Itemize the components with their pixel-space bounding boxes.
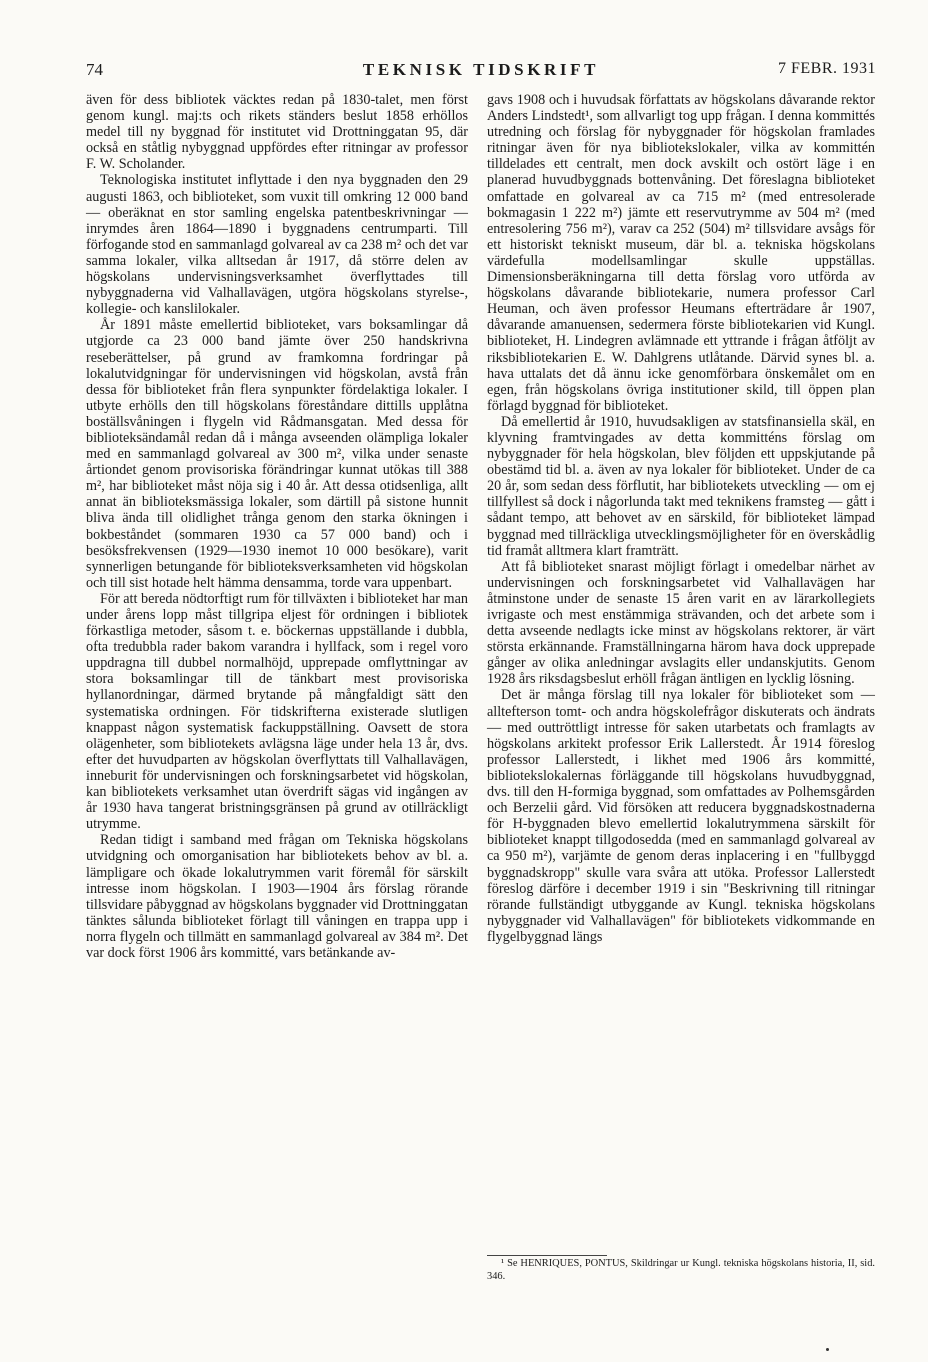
print-speck: [826, 1348, 829, 1351]
running-header: [86, 60, 876, 84]
page-number: 74: [86, 60, 103, 79]
paragraph: Teknologiska institutet inflyttade i den nya byggnaden den 29 augusti 1863, och biblioteket, som vuxit till omkring 12 000 band — oberäknat en stor samling engelska patentbeskrivningar — inrymdes åren 1864—1890 i byggnadens centrumparti. Till förfogande stod en sammanlagd golvareal av ca 238 m² och det var samma lokaler, vilka alltsedan år 1917, då större delen av högskolans undervisningsverksamhet överflyttades till nybyggnaderna vid Valhallavägen, utgöra högskolans styrelse-, kollegie- och kanslilokaler.: [86, 172, 468, 318]
paragraph: Redan tidigt i samband med frågan om Tekniska högskolans utvidgning och omorganisation har bibliotekets behov av bl. a. lämpligare och ökade lokalutrymmen varit föremål för särskilt intresse inom högskolan. I 1903—1904 års förslag rörande tillsvidare påbyggnad av högskolans byggnader vid Drottninggatan tänktes sålunda biblioteket förlagt till våningen en trappa upp i norra flygeln och tillmätt en sammanlagd golvareal av 384 m². Det var dock först 1906 års kommitté, vars betänkande av-: [86, 832, 468, 961]
paragraph: även för dess bibliotek väcktes redan på 1830-talet, men först genom kungl. maj:ts och rikets ständers beslut 1858 erhöllos medel till ny byggnad för institutet vid Drottninggatan 95, där också en ståtlig nybyggnad uppfördes efter ritningar av professor F. W. Scholander.: [86, 92, 468, 173]
left-column: [86, 92, 468, 961]
issue-date: 7 FEBR. 1931: [777, 60, 876, 77]
journal-title: TEKNISK TIDSKRIFT: [362, 60, 600, 79]
paragraph: För att bereda nödtorftigt rum för tillväxten i biblioteket har man under årens lopp måst tillgripa eljest för ordningen i bibliotek förkastliga metoder, såsom t. e. böckernas uppställande i dubbla, ofta tredubbla rader bakom varandra i hyllfack, som i regel voro uppdragna till dubbel normalhöjd, upprepade omflyttningar av stora boksamlingar till de tänkbart mest provisoriska hyllanordningar, därmed brytande på mångfaldigt sätt den systematiska ordningen. För tidskrifterna existerade slutligen knappast någon systematisk fackuppställning. Oavsett de stora olägenheter, som bibliotekets avlägsna läge under hela 13 år, dvs. efter det huvudparten av högskolan överflyttats till Valhallavägen, inneburit för undervisningen och forskningsarbetet vid högskolan, kan bibliotekets verksamhet utan överdrift sägas vid ingången av år 1930 hava tangerat bristningsgränsen på grund av otillräckligt utrymme.: [86, 590, 468, 833]
paragraph: Det är många förslag till nya lokaler för biblioteket som — alltefterson tomt- och andra högskolefrågor diskuterats och ändrats — med outtröttligt intresse för saken utarbetats och framlagts av högskolans arkitekt professor Erik Lallerstedt. År 1914 föreslog professor Lallerstedt, i likhet med 1906 års kommitté, bibliotekslokalernas förläggande till högskolans huvudbyggnad, dvs. till den H-formiga byggnad, som omfattades av Polhemsgården och Berzelii gård. Vid försöken att reducera byggnadskostnaderna för H-byggnaden blevo emellertid lokalutrymmena särskilt för biblioteket knappt tillgodosedda (med en sammanlagd golvareal av ca 950 m²), varjämte de genom deras inplacering i en "fullbyggd byggnadskropp" skulle vara svåra att utöka. Professor Lallerstedt föreslog därföre i december 1919 i sin "Beskrivning till ritningar rörande fullständigt utbyggande av Kungl. tekniska högskolans nybyggnader vid Valhallavägen" för bibliotekets vidkommande en flygelbyggnad längs: [487, 687, 875, 945]
right-column: [487, 92, 875, 945]
paragraph: Då emellertid år 1910, huvudsakligen av statsfinansiella skäl, en klyvning framtvingades av detta kommitténs förslag om nybyggnader för hela högskolan, blev följden ett uppskjutande på obestämd tid bl. a. även av nya lokaler för biblioteket. Under de ca 20 år, som sedan dess förflutit, har bibliotekets utveckling — om ej tillfyllest så dock i någorlunda takt med teknikens framsteg — gått i sådant tempo, att behovet av en särskild, för biblioteket lämpad byggnad med tillräckliga utvecklingsmöjligheter för en överskådlig tid framåt alltmera klart framträtt.: [487, 413, 875, 559]
footnote: ¹ Se HENRIQUES, PONTUS, Skildringar ur Kungl. tekniska högskolans historia, II, sid. 346.: [487, 1258, 875, 1282]
paragraph: gavs 1908 och i huvudsak författats av högskolans dåvarande rektor Anders Lindstedt¹, som allvarligt tog upp frågan. I denna kommittés utredning och förslag för nybyggnader för högskolan framlades ritningar även för nya bibliotekslokaler, vilka av kommittén tilldelades ett centralt, men dock avskilt och ostört läge i en planerad huvudbyggnads bottenvåning. Det föreslagna biblioteket omfattade en golvareal av ca 715 m² (med entresolerade bokmagasin 1 222 m²) jämte ett reservutrymme av 504 m² (med entresolering 756 m²), varav ca 252 (504) m² tillsvidare avsågs för ett historiskt tekniskt museum, där bl. a. tekniska högskolans värdefulla modellsamlingar skulle uppställas. Dimensionsberäkningarna till detta förslag voro utförda av högskolans dåvarande bibliotekarie, numera professor Carl Heuman, och även professor Heumans efterträdare år 1907, dåvarande amanuensen, sedermera förste bibliotekarien vid Kungl. biblioteket, H. Lindegren avlämnade ett yttrande i frågan åtföljt av riksbibliotekarien E. W. Dahlgrens utlåtande. Därvid synes bl. a. hava uttalats det då ännu icke genomförbara önskemålet om en egen, från högskolans övriga institutioner skild, till öppen plan förlagd byggnad för biblioteket.: [487, 92, 875, 414]
paragraph: Att få biblioteket snarast möjligt förlagt i omedelbar närhet av undervisningen och forskningsarbetet vid Valhallavägen har åtminstone under de senaste 15 åren varit en av lärarkollegiets ivrigaste och mest enstämmiga strävanden, och det arbete som i detta avseende nedlagts icke minst av högskolans rektorer, är värt största erkännande. Framställningarna härom hava dock upprepade gånger av olika anledningar avslagits eller undanskjutits. Genom 1928 års riksdagsbeslut erhöll frågan äntligen en lycklig lösning.: [487, 558, 875, 688]
paragraph: År 1891 måste emellertid biblioteket, vars boksamlingar då utgjorde ca 23 000 band jämte över 250 handskrivna reseberättelser, på grund av framkomna fordringar på lokalutvidgningar för undervisningen vid högskolan, avstå från dessa för biblioteket från flera synpunkter fördelaktiga lokaler. I utbyte erhölls den till högskolans föreståndare dittills upplåtna boställsvåningen i flygeln vid Rådmansgatan. Med dessa för biblioteksändamål redan då i många avseenden olämpliga lokaler med en sammanlagd golvareal av 300 m², vilka under senaste årtiondet genom provisoriska förändringar kunnat utökas till 388 m², har biblioteket måst nöja sig i 40 år. Att dessa otidsenliga, allt annat än biblioteksmässiga lokaler, som därtill på sistone hunnit bliva ända till olidlighet trånga genom den starka ökningen i bokbeståndet (sommaren 1930 ca 57 000 band) och i besöksfrekvensen (1929—1930 inemot 10 000 besökare), varit synnerligen betungande för biblioteksverksamheten vid högskolan och till sist hotade helt hämma densamma, torde vara uppenbart.: [86, 317, 468, 591]
footnote-rule: [487, 1255, 607, 1256]
